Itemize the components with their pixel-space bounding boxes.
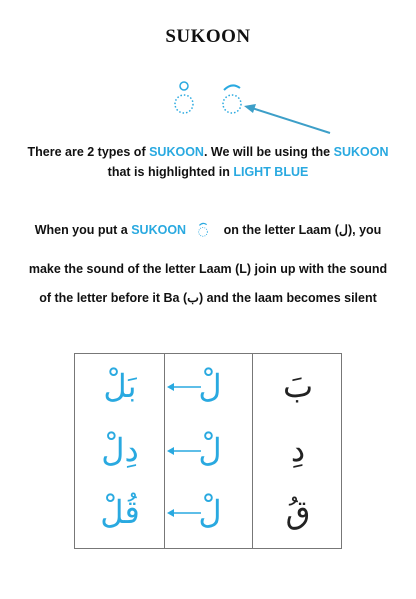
column-divider — [164, 354, 165, 548]
sukoon-highlight-1: SUKOON — [149, 145, 204, 159]
letters-table — [74, 353, 342, 549]
explanation-line-3: of the letter before it Ba (ب) and the laam becomes silent — [39, 291, 377, 305]
column-divider — [252, 354, 253, 548]
types-text-1: There are 2 types of — [27, 145, 150, 159]
explanation-text-2: on the letter Laam (ل), you — [220, 223, 382, 237]
result-cell: دِلْ — [101, 431, 139, 469]
sukoon-round-icon — [175, 82, 193, 113]
result-cell: قُلْ — [100, 493, 140, 531]
types-paragraph — [0, 142, 416, 182]
page-title: SUKOON — [165, 26, 251, 47]
explanation-line-2: make the sound of the letter Laam (L) join up with the sound — [28, 262, 388, 276]
sukoon-highlight-3: SUKOON — [131, 223, 187, 237]
sukoon-inline-icon — [192, 221, 214, 237]
explanation-line-1 — [0, 220, 416, 240]
base-letter-cell: بَ — [282, 367, 314, 405]
types-text-2: . We will be using the — [203, 145, 334, 159]
sukoon-highlight-2: SUKOON — [333, 145, 389, 159]
laam-cell: لْ — [198, 493, 222, 531]
pointer-arrow — [244, 104, 330, 133]
light-blue-highlight: LIGHT BLUE — [233, 165, 309, 179]
sukoon-types-figure — [0, 0, 416, 135]
base-letter-cell: قُ — [285, 493, 311, 531]
sukoon-curved-icon — [223, 85, 241, 113]
base-letter-cell: دِ — [290, 431, 306, 469]
laam-cell: لْ — [198, 431, 222, 469]
explanation-text-1: When you put a — [34, 223, 132, 237]
types-text-3: that is highlighted in — [107, 165, 234, 179]
laam-cell: لْ — [198, 367, 222, 405]
result-cell: بَلْ — [103, 367, 137, 405]
